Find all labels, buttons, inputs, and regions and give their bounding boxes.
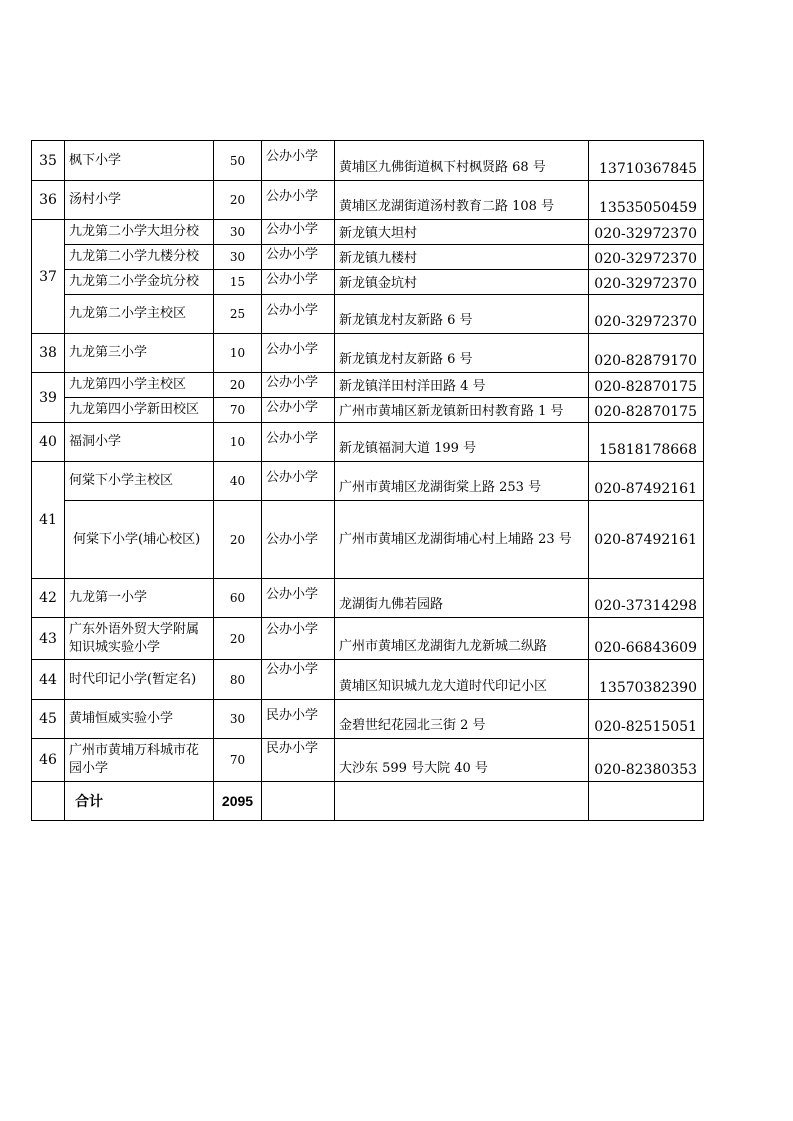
- school-name: 九龙第三小学: [65, 334, 214, 373]
- school-name: 福洞小学: [65, 423, 214, 462]
- table-row: [32, 462, 704, 501]
- address: 新龙镇福洞大道 199 号: [335, 423, 589, 462]
- phone: 020-82870175: [589, 373, 704, 398]
- quota: 70: [214, 398, 262, 423]
- table-row: [32, 181, 704, 220]
- phone: 020-82380353: [589, 739, 704, 782]
- school-type: 公办小学: [262, 334, 335, 373]
- phone: 020-66843609: [589, 618, 704, 660]
- total-label: 合计: [65, 782, 214, 821]
- address: 新龙镇九楼村: [335, 245, 589, 270]
- quota: 70: [214, 739, 262, 782]
- quota: 40: [214, 462, 262, 501]
- table-row: [32, 579, 704, 618]
- total-row: [32, 782, 704, 821]
- quota: 60: [214, 579, 262, 618]
- quota: 20: [214, 373, 262, 398]
- address: 新龙镇龙村友新路 6 号: [335, 334, 589, 373]
- school-table: [31, 140, 704, 821]
- phone: 020-32972370: [589, 295, 704, 334]
- table-row: [32, 245, 704, 270]
- school-type: 公办小学: [262, 141, 335, 181]
- empty-cell: [335, 782, 589, 821]
- table-row: [32, 700, 704, 739]
- table-row: [32, 739, 704, 782]
- school-type: 公办小学: [262, 245, 335, 270]
- quota: 20: [214, 618, 262, 660]
- school-type: 民办小学: [262, 700, 335, 739]
- row-number: 38: [32, 334, 65, 373]
- empty-cell: [262, 782, 335, 821]
- phone: 15818178668: [589, 423, 704, 462]
- address: 大沙东 599 号大院 40 号: [335, 739, 589, 782]
- school-type: 公办小学: [262, 579, 335, 618]
- phone: 020-82870175: [589, 398, 704, 423]
- address: 黄埔区龙湖街道汤村教育二路 108 号: [335, 181, 589, 220]
- phone: 020-82515051: [589, 700, 704, 739]
- address: 黄埔区知识城九龙大道时代印记小区: [335, 660, 589, 700]
- school-name: 何棠下小学(埔心校区): [65, 501, 214, 579]
- school-name: 九龙第四小学主校区: [65, 373, 214, 398]
- quota: 30: [214, 700, 262, 739]
- quota: 10: [214, 423, 262, 462]
- phone: 020-82879170: [589, 334, 704, 373]
- school-type: 公办小学: [262, 660, 335, 700]
- phone: 13570382390: [589, 660, 704, 700]
- school-type: 民办小学: [262, 739, 335, 782]
- school-name: 九龙第二小学大坦分校: [65, 220, 214, 245]
- row-number: 46: [32, 739, 65, 782]
- empty-cell: [32, 782, 65, 821]
- row-number: 35: [32, 141, 65, 181]
- row-number: 45: [32, 700, 65, 739]
- table-row: [32, 373, 704, 398]
- school-name: 黄埔恒威实验小学: [65, 700, 214, 739]
- school-type: 公办小学: [262, 220, 335, 245]
- phone: 020-32972370: [589, 270, 704, 295]
- school-name: 汤村小学: [65, 181, 214, 220]
- row-number: 36: [32, 181, 65, 220]
- quota: 10: [214, 334, 262, 373]
- address: 龙湖街九佛若园路: [335, 579, 589, 618]
- address: 新龙镇洋田村洋田路 4 号: [335, 373, 589, 398]
- address: 广州市黄埔区龙湖街棠上路 253 号: [335, 462, 589, 501]
- table-row: [32, 423, 704, 462]
- phone: 13535050459: [589, 181, 704, 220]
- table-row: [32, 334, 704, 373]
- row-number: 40: [32, 423, 65, 462]
- school-name: 九龙第二小学金坑分校: [65, 270, 214, 295]
- phone: 020-87492161: [589, 501, 704, 579]
- school-type: 公办小学: [262, 295, 335, 334]
- school-type: 公办小学: [262, 501, 335, 579]
- address: 新龙镇大坦村: [335, 220, 589, 245]
- table-row: [32, 618, 704, 660]
- school-type: 公办小学: [262, 181, 335, 220]
- row-number: 43: [32, 618, 65, 660]
- phone: 020-37314298: [589, 579, 704, 618]
- address: 广州市黄埔区龙湖街九龙新城二纵路: [335, 618, 589, 660]
- address: 广州市黄埔区新龙镇新田村教育路 1 号: [335, 398, 589, 423]
- total-quota: 2095: [214, 782, 262, 821]
- school-type: 公办小学: [262, 423, 335, 462]
- empty-cell: [589, 782, 704, 821]
- table-row: [32, 141, 704, 181]
- school-name: 枫下小学: [65, 141, 214, 181]
- row-number: 44: [32, 660, 65, 700]
- address: 新龙镇金坑村: [335, 270, 589, 295]
- table-row: [32, 270, 704, 295]
- table-row: [32, 501, 704, 579]
- row-number: 42: [32, 579, 65, 618]
- row-number: 41: [32, 462, 65, 579]
- address: 广州市黄埔区龙湖街埔心村上埔路 23 号: [335, 501, 589, 579]
- quota: 50: [214, 141, 262, 181]
- school-type: 公办小学: [262, 373, 335, 398]
- school-type: 公办小学: [262, 462, 335, 501]
- school-type: 公办小学: [262, 398, 335, 423]
- quota: 15: [214, 270, 262, 295]
- school-type: 公办小学: [262, 618, 335, 660]
- row-number: 39: [32, 373, 65, 423]
- quota: 25: [214, 295, 262, 334]
- quota: 30: [214, 245, 262, 270]
- table-row: [32, 220, 704, 245]
- school-name: 时代印记小学(暂定名): [65, 660, 214, 700]
- school-name: 何棠下小学主校区: [65, 462, 214, 501]
- address: 黄埔区九佛街道枫下村枫贤路 68 号: [335, 141, 589, 181]
- quota: 30: [214, 220, 262, 245]
- phone: 020-32972370: [589, 245, 704, 270]
- school-name: 九龙第四小学新田校区: [65, 398, 214, 423]
- table-row: [32, 398, 704, 423]
- phone: 020-32972370: [589, 220, 704, 245]
- quota: 20: [214, 181, 262, 220]
- school-name: 广州市黄埔万科城市花园小学: [65, 739, 214, 782]
- quota: 80: [214, 660, 262, 700]
- school-type: 公办小学: [262, 270, 335, 295]
- phone: 13710367845: [589, 141, 704, 181]
- table-row: [32, 660, 704, 700]
- school-name: 九龙第二小学主校区: [65, 295, 214, 334]
- table-row: [32, 295, 704, 334]
- row-number: 37: [32, 220, 65, 334]
- address: 新龙镇龙村友新路 6 号: [335, 295, 589, 334]
- school-name: 九龙第二小学九楼分校: [65, 245, 214, 270]
- quota: 20: [214, 501, 262, 579]
- address: 金碧世纪花园北三街 2 号: [335, 700, 589, 739]
- school-name: 九龙第一小学: [65, 579, 214, 618]
- phone: 020-87492161: [589, 462, 704, 501]
- school-name: 广东外语外贸大学附属知识城实验小学: [65, 618, 214, 660]
